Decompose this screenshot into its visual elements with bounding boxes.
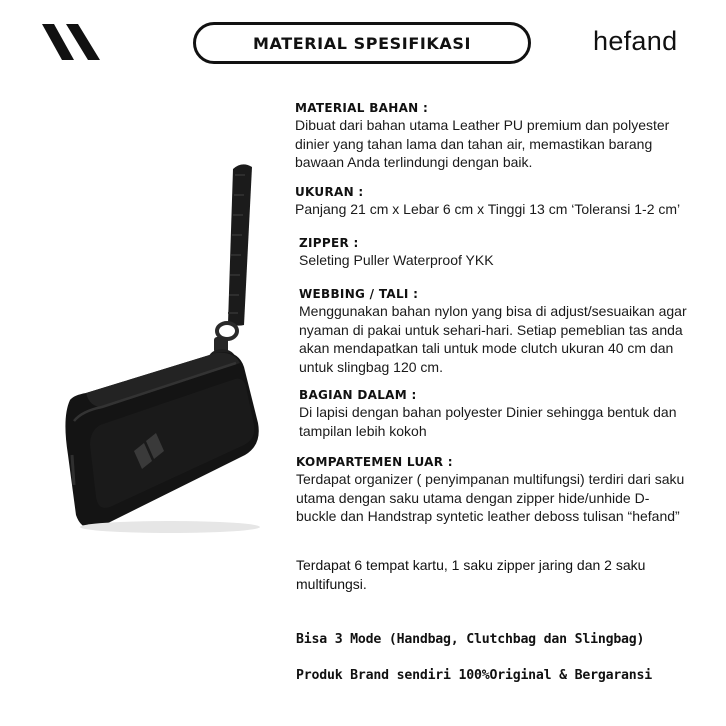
spec-note xyxy=(296,556,716,594)
spec-heading: KOMPARTEMEN LUAR : xyxy=(296,455,453,469)
spec-text-line: Menggunakan bahan nylon yang bisa di adjust/sesuaikan agar xyxy=(299,303,687,319)
brand-logo-icon xyxy=(40,22,104,62)
spec-zipper xyxy=(299,235,726,270)
page-title-text: MATERIAL SPESIFIKASI xyxy=(252,33,472,53)
spec-text-line: dinier yang tahan lama dan tahan air, memastikan barang xyxy=(295,135,653,152)
spec-text-line: Seleting Puller Waterproof YKK xyxy=(299,252,494,268)
spec-heading: UKURAN : xyxy=(295,185,364,199)
spec-text-line: bawaan Anda terlindungi dengan baik. xyxy=(295,154,533,170)
spec-text-line: buckle dan Handstrap syntetic leather deboss tulisan “hefand” xyxy=(296,508,680,524)
spec-text-line: Dibuat dari bahan utama Leather PU premium dan polyester xyxy=(295,117,670,133)
spec-text-line: akan mendapatkan tali untuk mode clutch ukuran 40 cm dan xyxy=(299,340,674,356)
spec-size xyxy=(295,184,726,219)
spec-interior xyxy=(299,387,726,440)
spec-heading: MATERIAL BAHAN : xyxy=(295,101,429,115)
spec-text-line: tampilan lebih kokoh xyxy=(299,422,427,439)
spec-text-line: utama dengan saku utama dengan zipper hide/unhide D- xyxy=(296,489,650,506)
spec-heading: BAGIAN DALAM : xyxy=(299,388,417,402)
spec-outer-compartment xyxy=(296,454,726,526)
spec-heading: ZIPPER : xyxy=(299,236,359,250)
note-line: Terdapat 6 tempat kartu, 1 saku zipper jaring dan 2 saku xyxy=(296,557,646,573)
spec-text-line: Terdapat organizer ( penyimpanan multifungsi) terdiri dari saku xyxy=(296,471,685,487)
tagline-original: Produk Brand sendiri 100%Original & Bergaransi xyxy=(296,668,653,683)
product-bag-image xyxy=(30,155,280,545)
spec-text-line: Panjang 21 cm x Lebar 6 cm x Tinggi 13 cm ‘Toleransi 1-2 cm’ xyxy=(295,201,681,217)
spec-text-line: Di lapisi dengan bahan polyester Dinier sehingga bentuk dan xyxy=(299,404,677,420)
spec-text-line: nyaman di pakai untuk sehari-hari. Setiap pemeblian tas anda xyxy=(299,321,683,338)
spec-webbing xyxy=(299,286,726,376)
note-line: multifungsi. xyxy=(296,576,367,592)
page-title xyxy=(193,22,531,64)
spec-heading: WEBBING / TALI : xyxy=(299,287,419,301)
spec-material xyxy=(295,100,726,172)
brand-name: hefand xyxy=(593,26,678,56)
tagline-modes: Bisa 3 Mode (Handbag, Clutchbag dan Slingbag) xyxy=(296,632,645,647)
spec-text-line: untuk slingbag 120 cm. xyxy=(299,358,443,375)
